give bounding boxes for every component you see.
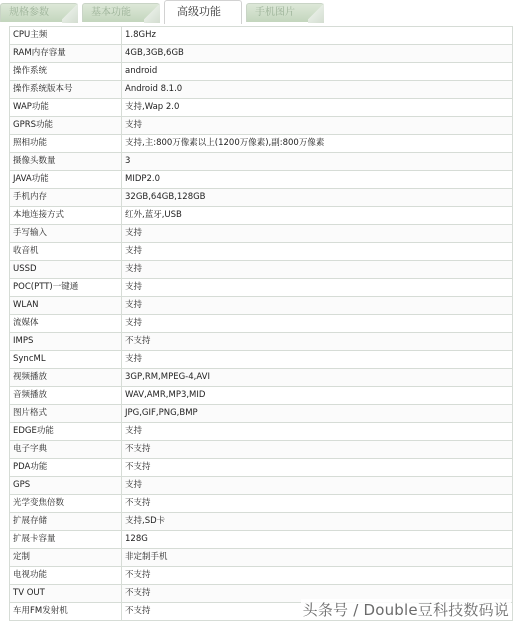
table-row bbox=[10, 207, 513, 225]
spec-name: 手机内存 bbox=[10, 189, 122, 207]
spec-name: 操作系统版本号 bbox=[10, 81, 122, 99]
table-row bbox=[10, 459, 513, 477]
spec-value: 3 bbox=[122, 153, 513, 171]
spec-name: RAM内存容量 bbox=[10, 45, 122, 63]
spec-name: SyncML bbox=[10, 351, 122, 369]
spec-value: 红外,蓝牙,USB bbox=[122, 207, 513, 225]
spec-value: 支持 bbox=[122, 261, 513, 279]
table-row bbox=[10, 477, 513, 495]
spec-name: USSD bbox=[10, 261, 122, 279]
spec-value: 支持 bbox=[122, 477, 513, 495]
tab-label: 基本功能 bbox=[91, 7, 131, 18]
spec-name: 本地连接方式 bbox=[10, 207, 122, 225]
table-row bbox=[10, 351, 513, 369]
spec-value: 支持,主:800万像素以上(1200万像素),副:800万像素 bbox=[122, 135, 513, 153]
spec-name: 扩展卡容量 bbox=[10, 531, 122, 549]
table-row bbox=[10, 567, 513, 585]
tab-bar bbox=[0, 0, 521, 24]
spec-name: 定制 bbox=[10, 549, 122, 567]
spec-name: 收音机 bbox=[10, 243, 122, 261]
table-row bbox=[10, 27, 513, 45]
table-row bbox=[10, 279, 513, 297]
spec-name: 扩展存储 bbox=[10, 513, 122, 531]
spec-name: IMPS bbox=[10, 333, 122, 351]
tab-label: 规格参数 bbox=[9, 7, 49, 18]
spec-name: PDA功能 bbox=[10, 459, 122, 477]
spec-name: 摄像头数量 bbox=[10, 153, 122, 171]
spec-value: 不支持 bbox=[122, 603, 513, 621]
spec-value: 支持 bbox=[122, 297, 513, 315]
spec-value: Android 8.1.0 bbox=[122, 81, 513, 99]
table-row bbox=[10, 531, 513, 549]
table-row bbox=[10, 45, 513, 63]
table-row bbox=[10, 225, 513, 243]
spec-value: 1.8GHz bbox=[122, 27, 513, 45]
table-row bbox=[10, 99, 513, 117]
spec-value: 不支持 bbox=[122, 495, 513, 513]
spec-table bbox=[9, 26, 513, 621]
spec-value: 不支持 bbox=[122, 585, 513, 603]
spec-value: 支持,SD卡 bbox=[122, 513, 513, 531]
spec-name: GPRS功能 bbox=[10, 117, 122, 135]
spec-value: 非定制手机 bbox=[122, 549, 513, 567]
spec-name: 音频播放 bbox=[10, 387, 122, 405]
spec-name: 电子字典 bbox=[10, 441, 122, 459]
spec-value: MIDP2.0 bbox=[122, 171, 513, 189]
table-row bbox=[10, 135, 513, 153]
spec-value: 支持 bbox=[122, 423, 513, 441]
table-row bbox=[10, 441, 513, 459]
spec-name: 视频播放 bbox=[10, 369, 122, 387]
spec-value: 4GB,3GB,6GB bbox=[122, 45, 513, 63]
spec-name: POC(PTT)一键通 bbox=[10, 279, 122, 297]
spec-value: 支持 bbox=[122, 315, 513, 333]
table-row bbox=[10, 189, 513, 207]
table-row bbox=[10, 549, 513, 567]
spec-value: 支持,Wap 2.0 bbox=[122, 99, 513, 117]
spec-name: 电视功能 bbox=[10, 567, 122, 585]
spec-value: 支持 bbox=[122, 117, 513, 135]
spec-name: 流媒体 bbox=[10, 315, 122, 333]
table-row bbox=[10, 117, 513, 135]
spec-name: 图片格式 bbox=[10, 405, 122, 423]
spec-value: android bbox=[122, 63, 513, 81]
table-row bbox=[10, 513, 513, 531]
spec-value: 32GB,64GB,128GB bbox=[122, 189, 513, 207]
spec-value: 3GP,RM,MPEG-4,AVI bbox=[122, 369, 513, 387]
tab-label: 高级功能 bbox=[177, 5, 221, 18]
spec-name: TV OUT bbox=[10, 585, 122, 603]
table-row bbox=[10, 369, 513, 387]
tab-basic-functions[interactable] bbox=[82, 3, 160, 22]
table-row bbox=[10, 63, 513, 81]
tab-advanced-functions[interactable] bbox=[164, 0, 242, 24]
spec-value: JPG,GIF,PNG,BMP bbox=[122, 405, 513, 423]
spec-name: WAP功能 bbox=[10, 99, 122, 117]
spec-value: 不支持 bbox=[122, 333, 513, 351]
table-row bbox=[10, 387, 513, 405]
table-row bbox=[10, 243, 513, 261]
spec-name: WLAN bbox=[10, 297, 122, 315]
spec-name: 车用FM发射机 bbox=[10, 603, 122, 621]
table-row bbox=[10, 405, 513, 423]
watermark: 头条号 / Double豆科技数码说 bbox=[302, 601, 509, 619]
spec-name: JAVA功能 bbox=[10, 171, 122, 189]
spec-value: 不支持 bbox=[122, 441, 513, 459]
spec-name: GPS bbox=[10, 477, 122, 495]
table-row bbox=[10, 261, 513, 279]
spec-name: EDGE功能 bbox=[10, 423, 122, 441]
table-row bbox=[10, 81, 513, 99]
tab-spec-params[interactable] bbox=[0, 3, 78, 22]
spec-value: 支持 bbox=[122, 225, 513, 243]
spec-value: 支持 bbox=[122, 243, 513, 261]
spec-name: 光学变焦倍数 bbox=[10, 495, 122, 513]
spec-value: 支持 bbox=[122, 279, 513, 297]
table-row bbox=[10, 153, 513, 171]
tab-phone-images[interactable] bbox=[246, 3, 324, 22]
tab-label: 手机图片 bbox=[255, 7, 295, 18]
spec-name: 操作系统 bbox=[10, 63, 122, 81]
table-row bbox=[10, 423, 513, 441]
table-row bbox=[10, 297, 513, 315]
spec-value: 不支持 bbox=[122, 567, 513, 585]
spec-value: 支持 bbox=[122, 351, 513, 369]
spec-value: WAV,AMR,MP3,MID bbox=[122, 387, 513, 405]
table-row bbox=[10, 171, 513, 189]
table-row bbox=[10, 495, 513, 513]
spec-name: 手写输入 bbox=[10, 225, 122, 243]
table-row bbox=[10, 333, 513, 351]
spec-value: 128G bbox=[122, 531, 513, 549]
spec-name: 照相功能 bbox=[10, 135, 122, 153]
spec-value: 不支持 bbox=[122, 459, 513, 477]
spec-name: CPU主频 bbox=[10, 27, 122, 45]
table-row bbox=[10, 315, 513, 333]
